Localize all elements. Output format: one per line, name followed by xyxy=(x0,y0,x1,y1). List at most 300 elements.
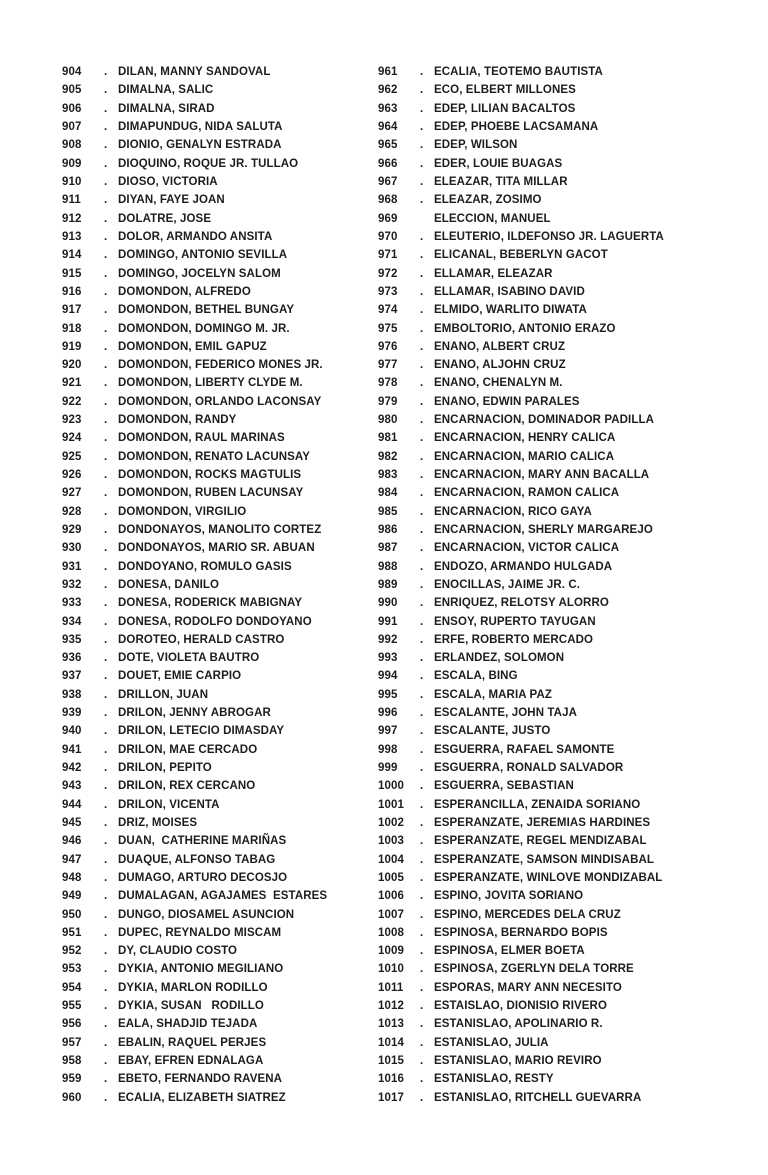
list-item xyxy=(378,612,746,630)
list-item xyxy=(62,448,374,466)
list-item xyxy=(378,246,746,264)
list-item xyxy=(62,100,374,118)
entry-number: 948 xyxy=(62,871,82,884)
entry-separator: . xyxy=(420,597,424,610)
entry-name: ESCALA, MARIA PAZ xyxy=(434,688,552,701)
list-item xyxy=(62,191,374,209)
entry-separator: . xyxy=(104,652,108,665)
entry-separator: . xyxy=(104,578,108,591)
list-item xyxy=(62,1089,374,1107)
list-item xyxy=(378,173,746,191)
entry-name: DOTE, VIOLETA BAUTRO xyxy=(118,652,260,665)
entry-name: ECO, ELBERT MILLONES xyxy=(434,84,576,97)
list-item xyxy=(62,594,374,612)
entry-separator: . xyxy=(420,66,424,79)
entry-separator: . xyxy=(104,1091,108,1104)
entry-name: DRILON, JENNY ABROGAR xyxy=(118,707,271,720)
entry-name: DOMINGO, JOCELYN SALOM xyxy=(118,267,281,280)
entry-name: ELMIDO, WARLITO DIWATA xyxy=(434,304,587,317)
list-item xyxy=(378,539,746,557)
list-item xyxy=(62,869,374,887)
list-item xyxy=(62,246,374,264)
entry-name: DONESA, DANILO xyxy=(118,578,220,591)
entry-name: EDEP, PHOEBE LACSAMANA xyxy=(434,121,599,134)
entry-name: DOUET, EMIE CARPIO xyxy=(118,670,242,683)
entry-name: EBETO, FERNANDO RAVENA xyxy=(118,1073,283,1086)
entry-name: ENCARNACION, DOMINADOR PADILLA xyxy=(434,414,655,427)
entry-name: DRILON, LETECIO DIMASDAY xyxy=(118,725,285,738)
entry-number: 940 xyxy=(62,725,82,738)
list-item xyxy=(378,576,746,594)
entry-number: 980 xyxy=(378,414,398,427)
entry-separator: . xyxy=(420,194,424,207)
entry-number: 923 xyxy=(62,414,82,427)
entry-number: 981 xyxy=(378,432,398,445)
entry-separator: . xyxy=(104,908,108,921)
entry-separator: . xyxy=(104,359,108,372)
entry-name: ESPINOSA, ELMER BOETA xyxy=(434,945,585,958)
entry-number: 1002 xyxy=(378,816,404,829)
entry-separator: . xyxy=(420,1000,424,1013)
list-item xyxy=(378,1070,746,1088)
list-item xyxy=(62,741,374,759)
entry-name: DOMONDON, FEDERICO MONES JR. xyxy=(118,359,323,372)
list-item xyxy=(62,301,374,319)
entry-name: ESPERANZATE, SAMSON MINDISABAL xyxy=(434,853,655,866)
entry-name: DOMINGO, ANTONIO SEVILLA xyxy=(118,249,288,262)
entry-separator: . xyxy=(104,816,108,829)
entry-number: 998 xyxy=(378,743,398,756)
list-item xyxy=(378,942,746,960)
entry-name: DUAN, CATHERINE MARIÑAS xyxy=(118,835,287,848)
entry-number: 1001 xyxy=(378,798,404,811)
entry-separator: . xyxy=(420,249,424,262)
entry-number: 951 xyxy=(62,926,82,939)
entry-number: 1006 xyxy=(378,890,404,903)
entry-name: DONESA, RODOLFO DONDOYANO xyxy=(118,615,312,628)
entry-number: 941 xyxy=(62,743,82,756)
entry-number: 914 xyxy=(62,249,82,262)
list-item xyxy=(378,1089,746,1107)
entry-separator: . xyxy=(104,762,108,775)
entry-number: 931 xyxy=(62,560,82,573)
entry-separator: . xyxy=(104,212,108,225)
entry-name: EDEP, WILSON xyxy=(434,139,518,152)
entry-name: ENOCILLAS, JAIME JR. C. xyxy=(434,578,581,591)
entry-name: ENCARNACION, RICO GAYA xyxy=(434,505,592,518)
entry-name: ENANO, EDWIN PARALES xyxy=(434,395,580,408)
entry-number: 930 xyxy=(62,542,82,555)
entry-name: ENCARNACION, MARIO CALICA xyxy=(434,450,615,463)
entry-name: ESCALA, BING xyxy=(434,670,518,683)
entry-separator: . xyxy=(420,835,424,848)
entry-number: 1010 xyxy=(378,963,404,976)
entry-number: 908 xyxy=(62,139,82,152)
list-item xyxy=(378,704,746,722)
entry-name: DIMAPUNDUG, NIDA SALUTA xyxy=(118,121,283,134)
entry-number: 927 xyxy=(62,487,82,500)
list-item xyxy=(378,631,746,649)
entry-separator: . xyxy=(420,633,424,646)
entry-name: DOLATRE, JOSE xyxy=(118,212,212,225)
entry-name: ENCARNACION, VICTOR CALICA xyxy=(434,542,620,555)
entry-number: 979 xyxy=(378,395,398,408)
entry-separator: . xyxy=(104,469,108,482)
entry-separator: . xyxy=(104,670,108,683)
entry-separator: . xyxy=(104,871,108,884)
list-item xyxy=(378,777,746,795)
list-item xyxy=(62,631,374,649)
entry-number: 907 xyxy=(62,121,82,134)
entry-separator: . xyxy=(104,84,108,97)
entry-name: DRIZ, MOISES xyxy=(118,816,198,829)
list-item xyxy=(378,1034,746,1052)
entry-separator: . xyxy=(420,707,424,720)
entry-name: DONDONAYOS, MARIO SR. ABUAN xyxy=(118,542,315,555)
name-list-column-2 xyxy=(378,63,746,1107)
list-item xyxy=(62,667,374,685)
entry-number: 996 xyxy=(378,707,398,720)
entry-separator: . xyxy=(104,798,108,811)
entry-separator: . xyxy=(104,322,108,335)
list-item xyxy=(378,374,746,392)
list-item xyxy=(378,997,746,1015)
entry-separator: . xyxy=(104,285,108,298)
entry-number: 985 xyxy=(378,505,398,518)
entry-separator: . xyxy=(420,487,424,500)
list-item xyxy=(62,942,374,960)
list-item xyxy=(62,649,374,667)
list-item xyxy=(378,1052,746,1070)
list-item xyxy=(378,759,746,777)
entry-separator: . xyxy=(104,963,108,976)
list-item xyxy=(378,228,746,246)
list-item xyxy=(378,411,746,429)
entry-number: 939 xyxy=(62,707,82,720)
entry-name: DOMONDON, ROCKS MAGTULIS xyxy=(118,469,302,482)
entry-separator: . xyxy=(420,725,424,738)
entry-number: 982 xyxy=(378,450,398,463)
entry-number: 1017 xyxy=(378,1091,404,1104)
entry-name: DIONIO, GENALYN ESTRADA xyxy=(118,139,282,152)
entry-name: DOMONDON, ALFREDO xyxy=(118,285,251,298)
entry-name: ELICANAL, BEBERLYN GACOT xyxy=(434,249,608,262)
entry-name: EDEP, LILIAN BACALTOS xyxy=(434,102,576,115)
entry-name: DYKIA, SUSAN RODILLO xyxy=(118,1000,264,1013)
list-item xyxy=(62,722,374,740)
entry-name: EBALIN, RAQUEL PERJES xyxy=(118,1036,267,1049)
entry-separator: . xyxy=(420,652,424,665)
entry-separator: . xyxy=(104,377,108,390)
entry-number: 918 xyxy=(62,322,82,335)
list-item xyxy=(378,118,746,136)
entry-name: DUMALAGAN, AGAJAMES ESTARES xyxy=(118,890,328,903)
entry-number: 913 xyxy=(62,230,82,243)
list-item xyxy=(378,686,746,704)
list-item xyxy=(378,136,746,154)
entry-separator: . xyxy=(104,102,108,115)
entry-number: 960 xyxy=(62,1091,82,1104)
entry-separator: . xyxy=(420,267,424,280)
entry-number: 932 xyxy=(62,578,82,591)
entry-separator: . xyxy=(420,340,424,353)
entry-name: DOMONDON, RANDY xyxy=(118,414,237,427)
entry-number: 1003 xyxy=(378,835,404,848)
entry-number: 964 xyxy=(378,121,398,134)
entry-number: 984 xyxy=(378,487,398,500)
entry-name: DOMONDON, RENATO LACUNSAY xyxy=(118,450,311,463)
entry-number: 929 xyxy=(62,523,82,536)
entry-number: 962 xyxy=(378,84,398,97)
list-item xyxy=(378,210,746,228)
entry-number: 921 xyxy=(62,377,82,390)
entry-separator: . xyxy=(104,945,108,958)
entry-number: 922 xyxy=(62,395,82,408)
entry-name: ESCALANTE, JOHN TAJA xyxy=(434,707,577,720)
list-item xyxy=(378,832,746,850)
entry-separator: . xyxy=(420,945,424,958)
entry-number: 986 xyxy=(378,523,398,536)
list-item xyxy=(62,997,374,1015)
entry-separator: . xyxy=(104,597,108,610)
list-item xyxy=(378,448,746,466)
entry-number: 917 xyxy=(62,304,82,317)
entry-separator: . xyxy=(104,66,108,79)
entry-number: 924 xyxy=(62,432,82,445)
entry-separator: . xyxy=(420,102,424,115)
entry-number: 992 xyxy=(378,633,398,646)
entry-name: DYKIA, ANTONIO MEGILIANO xyxy=(118,963,284,976)
list-item xyxy=(378,100,746,118)
entry-separator: . xyxy=(420,121,424,134)
entry-separator: . xyxy=(420,816,424,829)
entry-name: ESTAISLAO, DIONISIO RIVERO xyxy=(434,1000,607,1013)
entry-separator: . xyxy=(104,121,108,134)
entry-number: 968 xyxy=(378,194,398,207)
entry-separator: . xyxy=(420,981,424,994)
entry-separator: . xyxy=(420,798,424,811)
list-item xyxy=(378,155,746,173)
entry-separator: . xyxy=(420,359,424,372)
list-item xyxy=(62,136,374,154)
entry-separator: . xyxy=(420,780,424,793)
entry-separator: . xyxy=(104,1073,108,1086)
entry-name: DONESA, RODERICK MABIGNAY xyxy=(118,597,303,610)
entry-separator: . xyxy=(420,890,424,903)
entry-name: ENANO, ALBERT CRUZ xyxy=(434,340,566,353)
list-item xyxy=(62,777,374,795)
entry-separator: . xyxy=(420,926,424,939)
entry-number: 983 xyxy=(378,469,398,482)
entry-name: DRILON, VICENTA xyxy=(118,798,220,811)
entry-number: 999 xyxy=(378,762,398,775)
entry-name: ESPINO, MERCEDES DELA CRUZ xyxy=(434,908,621,921)
list-item xyxy=(378,722,746,740)
entry-name: DRILON, REX CERCANO xyxy=(118,780,256,793)
entry-separator: . xyxy=(104,835,108,848)
list-item xyxy=(62,393,374,411)
list-item xyxy=(62,173,374,191)
entry-number: 957 xyxy=(62,1036,82,1049)
list-item xyxy=(378,741,746,759)
list-item xyxy=(378,649,746,667)
entry-separator: . xyxy=(104,688,108,701)
list-item xyxy=(378,429,746,447)
list-item xyxy=(62,264,374,282)
entry-name: DOMONDON, BETHEL BUNGAY xyxy=(118,304,295,317)
list-item xyxy=(62,686,374,704)
entry-number: 969 xyxy=(378,212,398,225)
list-item xyxy=(62,411,374,429)
entry-name: DUPEC, REYNALDO MISCAM xyxy=(118,926,282,939)
list-item xyxy=(378,979,746,997)
list-item xyxy=(62,155,374,173)
entry-number: 971 xyxy=(378,249,398,262)
entry-separator: . xyxy=(104,1055,108,1068)
entry-separator: . xyxy=(420,230,424,243)
entry-name: DY, CLAUDIO COSTO xyxy=(118,945,238,958)
entry-number: 974 xyxy=(378,304,398,317)
entry-number: 945 xyxy=(62,816,82,829)
entry-number: 947 xyxy=(62,853,82,866)
entry-separator: . xyxy=(420,670,424,683)
entry-number: 1016 xyxy=(378,1073,404,1086)
entry-name: ENRIQUEZ, RELOTSY ALORRO xyxy=(434,597,609,610)
entry-separator: . xyxy=(104,267,108,280)
list-item xyxy=(378,814,746,832)
entry-name: DOROTEO, HERALD CASTRO xyxy=(118,633,285,646)
entry-number: 970 xyxy=(378,230,398,243)
entry-separator: . xyxy=(104,523,108,536)
entry-name: ESPINOSA, BERNARDO BOPIS xyxy=(434,926,608,939)
list-item xyxy=(62,612,374,630)
entry-separator: . xyxy=(420,176,424,189)
list-item xyxy=(62,283,374,301)
entry-number: 958 xyxy=(62,1055,82,1068)
entry-name: DUNGO, DIOSAMEL ASUNCION xyxy=(118,908,295,921)
entry-number: 965 xyxy=(378,139,398,152)
entry-name: ESTANISLAO, RESTY xyxy=(434,1073,554,1086)
entry-name: DRILLON, JUAN xyxy=(118,688,209,701)
list-item xyxy=(62,759,374,777)
entry-separator: . xyxy=(104,194,108,207)
entry-number: 1014 xyxy=(378,1036,404,1049)
entry-number: 952 xyxy=(62,945,82,958)
entry-name: EDER, LOUIE BUAGAS xyxy=(434,157,563,170)
entry-number: 916 xyxy=(62,285,82,298)
entry-name: DOMONDON, VIRGILIO xyxy=(118,505,247,518)
entry-number: 978 xyxy=(378,377,398,390)
list-item xyxy=(62,539,374,557)
entry-number: 1005 xyxy=(378,871,404,884)
entry-name: DONDONAYOS, MANOLITO CORTEZ xyxy=(118,523,322,536)
entry-separator: . xyxy=(420,139,424,152)
entry-number: 961 xyxy=(378,66,398,79)
list-item xyxy=(62,319,374,337)
entry-number: 993 xyxy=(378,652,398,665)
entry-number: 991 xyxy=(378,615,398,628)
list-item xyxy=(62,905,374,923)
entry-separator: . xyxy=(104,340,108,353)
entry-number: 990 xyxy=(378,597,398,610)
entry-separator: . xyxy=(420,578,424,591)
entry-name: DYKIA, MARLON RODILLO xyxy=(118,981,268,994)
list-item xyxy=(378,393,746,411)
entry-number: 995 xyxy=(378,688,398,701)
list-item xyxy=(62,704,374,722)
entry-number: 1015 xyxy=(378,1055,404,1068)
entry-name: DOMONDON, RUBEN LACUNSAY xyxy=(118,487,304,500)
entry-separator: . xyxy=(420,304,424,317)
list-item xyxy=(378,283,746,301)
entry-separator: . xyxy=(420,615,424,628)
list-item xyxy=(62,356,374,374)
list-item xyxy=(378,667,746,685)
entry-name: ENANO, ALJOHN CRUZ xyxy=(434,359,566,372)
entry-separator: . xyxy=(420,1055,424,1068)
entry-separator: . xyxy=(104,1036,108,1049)
entry-name: DIYAN, FAYE JOAN xyxy=(118,194,225,207)
list-item xyxy=(62,81,374,99)
entry-separator: . xyxy=(104,633,108,646)
entry-number: 915 xyxy=(62,267,82,280)
list-item xyxy=(62,1070,374,1088)
entry-name: ELLAMAR, ELEAZAR xyxy=(434,267,553,280)
entry-number: 906 xyxy=(62,102,82,115)
list-item xyxy=(378,796,746,814)
entry-number: 909 xyxy=(62,157,82,170)
entry-number: 987 xyxy=(378,542,398,555)
entry-separator: . xyxy=(420,871,424,884)
entry-number: 944 xyxy=(62,798,82,811)
entry-number: 905 xyxy=(62,84,82,97)
entry-name: ELECCION, MANUEL xyxy=(434,212,551,225)
entry-separator: . xyxy=(104,414,108,427)
entry-number: 935 xyxy=(62,633,82,646)
list-item xyxy=(378,503,746,521)
entry-separator: . xyxy=(104,1000,108,1013)
entry-name: DOMONDON, DOMINGO M. JR. xyxy=(118,322,290,335)
entry-separator: . xyxy=(420,542,424,555)
entry-name: ERFE, ROBERTO MERCADO xyxy=(434,633,594,646)
list-item xyxy=(62,521,374,539)
entry-separator: . xyxy=(104,542,108,555)
list-item xyxy=(62,979,374,997)
entry-separator: . xyxy=(420,963,424,976)
list-item xyxy=(378,594,746,612)
entry-number: 972 xyxy=(378,267,398,280)
entry-separator: . xyxy=(104,981,108,994)
entry-name: DIOSO, VICTORIA xyxy=(118,176,218,189)
list-item xyxy=(62,1034,374,1052)
list-item xyxy=(62,118,374,136)
entry-number: 953 xyxy=(62,963,82,976)
entry-separator: . xyxy=(420,414,424,427)
entry-separator: . xyxy=(104,139,108,152)
entry-separator: . xyxy=(104,560,108,573)
list-item xyxy=(62,557,374,575)
entry-name: DOMONDON, EMIL GAPUZ xyxy=(118,340,267,353)
entry-name: DOMONDON, ORLANDO LACONSAY xyxy=(118,395,322,408)
entry-name: ENCARNACION, SHERLY MARGAREJO xyxy=(434,523,653,536)
entry-name: ENSOY, RUPERTO TAYUGAN xyxy=(434,615,596,628)
entry-separator: . xyxy=(420,505,424,518)
entry-separator: . xyxy=(420,908,424,921)
entry-number: 963 xyxy=(378,102,398,115)
entry-number: 1000 xyxy=(378,780,404,793)
entry-name: DONDOYANO, ROMULO GASIS xyxy=(118,560,292,573)
entry-separator: . xyxy=(104,395,108,408)
